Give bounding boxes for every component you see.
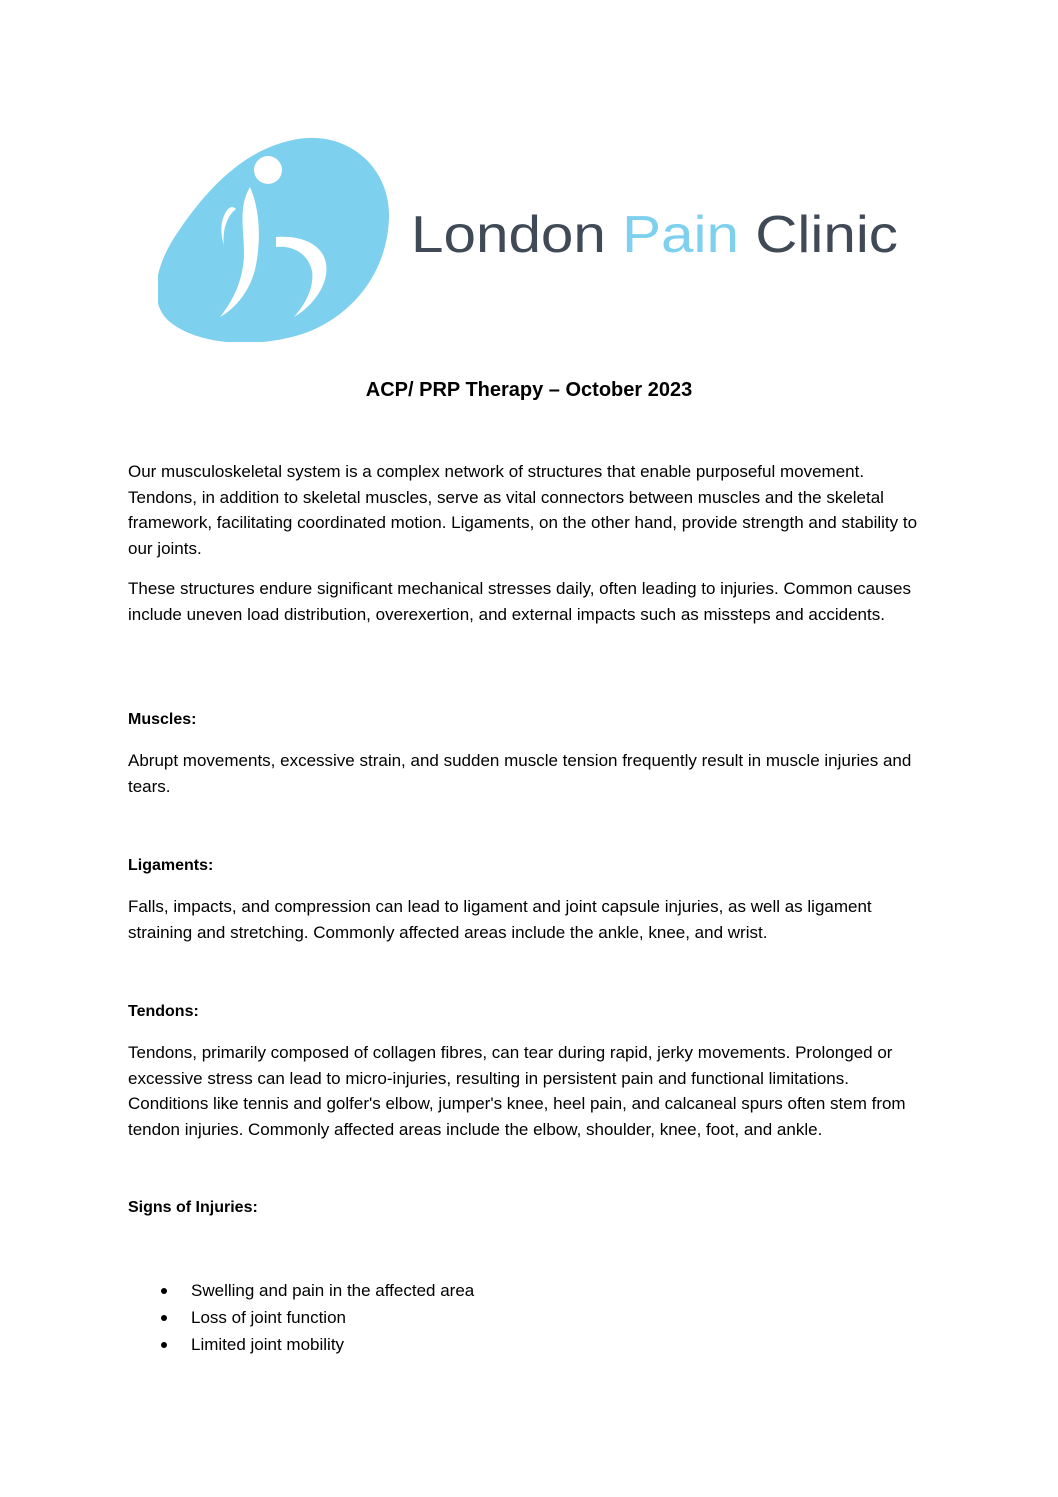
tendons-paragraph: Tendons, primarily composed of collagen fibres, can tear during rapid, jerky movements. Prolonged or excessive stress can lead to micro-injuries, resulting in persistent pain and functional limitations. Conditions like tennis and golfer's elbow, jumper's knee, heel pain, and calcaneal spurs often stem from tendon injuries. Commonly affected areas include the elbow, shoulder, knee, foot, and ankle. xyxy=(128,1043,906,1139)
logo-wordmark: London Pain Clinic xyxy=(411,206,881,264)
intro-paragraph-1: Our musculoskeletal system is a complex network of structures that enable purposeful movement. Tendons, in addition to skeletal muscles, serve as vital connectors between muscles and the skeletal framework, facilitating coordinated motion. Ligaments, on the other hand, provide strength and stability to our joints. xyxy=(128,462,918,558)
bullet-icon xyxy=(161,1342,167,1348)
london-pain-clinic-logo xyxy=(158,137,903,342)
ligaments-heading: Ligaments: xyxy=(128,857,214,874)
tendons-heading: Tendons: xyxy=(128,1003,199,1020)
list-item xyxy=(128,1331,928,1358)
muscles-heading: Muscles: xyxy=(128,711,197,728)
list-item-text: Swelling and pain in the affected area xyxy=(191,1281,475,1300)
muscles-paragraph: Abrupt movements, excessive strain, and sudden muscle tension frequently result in muscle injuries and tears. xyxy=(128,751,912,796)
logo-figure-head xyxy=(254,156,282,184)
signs-heading: Signs of Injuries: xyxy=(128,1199,258,1216)
ligaments-paragraph: Falls, impacts, and compression can lead to ligament and joint capsule injuries, as well as ligament straining and stretching. Commonly affected areas include the ankle, knee, and wrist. xyxy=(128,897,872,942)
logo-graphic xyxy=(158,137,903,342)
list-item xyxy=(128,1277,928,1304)
intro-paragraph-2: These structures endure significant mechanical stresses daily, often leading to injuries. Common causes include uneven load distribution, overexertion, and external impacts such as missteps and accidents. xyxy=(128,579,912,624)
signs-list xyxy=(128,1277,928,1358)
document-title: ACP/ PRP Therapy – October 2023 xyxy=(365,379,693,401)
list-item xyxy=(128,1304,928,1331)
list-item-text: Limited joint mobility xyxy=(191,1335,345,1354)
list-item-text: Loss of joint function xyxy=(191,1308,346,1327)
bullet-icon xyxy=(161,1288,167,1294)
bullet-icon xyxy=(161,1315,167,1321)
